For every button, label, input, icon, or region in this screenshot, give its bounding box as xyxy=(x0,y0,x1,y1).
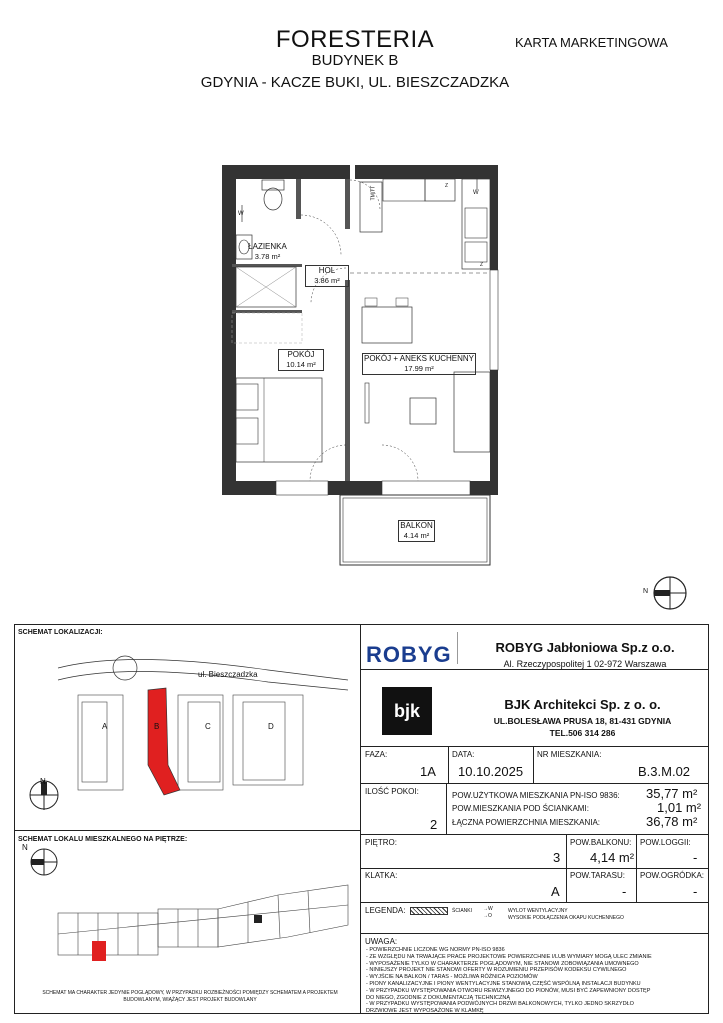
legend-vent-icons: →W →O xyxy=(483,906,493,919)
north-label: N xyxy=(40,777,46,786)
pietro-label: PIĘTRO: xyxy=(365,838,398,847)
legend-kitchen: WYSOKIE PODŁĄCZENIA OKAPU KUCHENNEGO xyxy=(508,915,624,921)
taras-value: - xyxy=(622,884,627,899)
klatka-label: KLATKA: xyxy=(365,871,398,880)
fixture-label: Z xyxy=(480,262,484,268)
legend-walls: ŚCIANKI xyxy=(452,908,473,914)
company-address: Al. Rzeczypospolitej 1 02-972 Warszawa xyxy=(503,659,667,669)
klatka-value: A xyxy=(551,884,560,899)
pietro-value: 3 xyxy=(553,850,561,865)
wall-top-left xyxy=(222,165,350,179)
faza-value: 1A xyxy=(420,764,436,779)
building-d-label: D xyxy=(268,722,274,731)
architect-name: BJK Architekci Sp. z o. o. xyxy=(504,697,661,712)
data-value: 10.10.2025 xyxy=(458,764,524,779)
bjk-logo: bjk xyxy=(382,687,432,735)
pow-skosy-value: 1,01 m² xyxy=(657,800,702,815)
location-schema-title: SCHEMAT LOKALIZACJI: xyxy=(18,629,103,636)
nr-label: NR MIESZKANIA: xyxy=(537,750,602,759)
card-type: KARTA MARKETINGOWA xyxy=(515,35,668,50)
pow-uzytkowa-value: 35,77 m² xyxy=(646,786,698,801)
nr-value: B.3.M.02 xyxy=(638,764,691,779)
floor-schema-map xyxy=(18,845,358,995)
legend-wall-swatch xyxy=(410,907,448,915)
taras-label: POW.TARASU: xyxy=(570,871,625,880)
legenda-label: LEGENDA: xyxy=(365,906,406,915)
ilosc-label: ILOŚĆ POKOI: xyxy=(365,787,419,796)
company-name: ROBYG Jabłoniowa Sp.z o.o. xyxy=(495,640,675,655)
legend-vent: WYLOT WENTYLACYJNY xyxy=(508,908,568,914)
location-map xyxy=(18,640,358,825)
ogrodek-value: - xyxy=(693,884,698,899)
north-label: N xyxy=(22,843,28,852)
wall-top-right xyxy=(355,165,498,179)
pow-laczna-label: ŁĄCZNA POWIERZCHNIA MIESZKANIA: xyxy=(452,818,601,827)
room-living-kitchen: POKÓJ + ANEKS KUCHENNY 17.99 m² xyxy=(363,354,475,373)
street-label: ul. Bieszczadzka xyxy=(198,670,258,679)
pow-laczna-value: 36,78 m² xyxy=(646,814,698,829)
data-label: DATA: xyxy=(452,750,475,759)
schema-note: SCHEMAT MA CHARAKTER JEDYNIE POGLĄDOWY, W PRZYPADKU ROZBIEŻNOŚCI POMIĘDZY SCHEMATEM A PROJEKTEM BUDOWLANYM, WIĄŻĄCY JEST PROJEKT BUDOWLANY xyxy=(42,990,338,1003)
vent-label: W xyxy=(473,190,479,196)
floor-schema-title: SCHEMAT LOKALU MIESZKALNEGO NA PIĘTRZE: xyxy=(18,836,188,843)
faza-label: FAZA: xyxy=(365,750,388,759)
uwaga-label: UWAGA: xyxy=(365,937,398,946)
room-hall: HOL 3.86 m² xyxy=(305,265,349,287)
fixture-label: Z xyxy=(445,183,449,189)
room-balcony: BALKON 4.14 m² xyxy=(398,520,435,542)
vent-label: W xyxy=(238,211,244,217)
loggia-label: POW.LOGGII: xyxy=(640,838,691,847)
project-title: FORESTERIA xyxy=(275,26,435,53)
wall-left xyxy=(222,165,236,495)
building-name: BUDYNEK B xyxy=(311,52,399,69)
robyg-logo: ROBYG xyxy=(366,642,452,667)
ogrodek-label: POW.OGRÓDKA: xyxy=(640,871,705,880)
location-address: GDYNIA - KACZE BUKI, UL. BIESZCZADZKA xyxy=(200,74,510,91)
loggia-value: - xyxy=(693,850,698,865)
pow-skosy-label: POW.MIESZKANIA POD ŚCIANKAMI: xyxy=(452,804,589,813)
building-a-label: A xyxy=(102,722,108,731)
room-bedroom: POKÓJ 10.14 m² xyxy=(278,349,324,371)
architect-tel: TEL.506 314 286 xyxy=(549,728,616,738)
room-bathroom: ŁAZIENKA 3.78 m² xyxy=(248,242,287,261)
pow-uzytkowa-label: POW.UŻYTKOWA MIESZKANIA PN-ISO 9836: xyxy=(452,791,620,800)
wardrobe-label: TM/TT xyxy=(370,185,377,201)
balkon-label: POW.BALKONU: xyxy=(570,838,632,847)
building-b-label: B xyxy=(154,722,160,731)
notes-list: - POWIERZCHNIE LICZONE WG NORMY PN-ISO 9836 - ZE WZGLĘDU NA TRWAJĄCE PRACE PROJEKTOWE POWIERZCHNIE I/LUB WYMIARY MOGĄ ULEC ZMIANIE - WYPOSAŻENIE TYLKO W CHARAKTERZE POGLĄDOWYM, NIE STANOWI ZOBOWIĄZANIA UMOWNEGO - NINIEJSZY PROJEKT NIE STANOWI OFERTY W ROZUMIENIU PRZEPISÓW KODEKSU CYWILNEGO - WYJŚCIE NA BALKON / TARAS - MOŻLIWA RÓŻNICA POZIOMÓW - PIONY KANALIZACYJNE I PIONY WENTYLACYJNE STANOWIĄ CZĘŚĆ WSPÓLNĄ INSTALACJI BUDYNKU - W PRZYPADKU WYSTĘPOWANIA OTWORU REWIZYJNEGO DO PIONÓW, MUSI BYĆ ZAPEWNIONY DOSTĘP DO NIEGO, ZGODNIE Z DOKUMENTACJĄ TECHNICZNĄ - W PRZYPADKU WYSTĘPOWANIA PODWÓJNYCH DRZWI BALKONOWYCH, TYLKO JEDNO SKRZYDŁO DRZWIOWE JEST WYPOSAŻONE W KLAMKĘ xyxy=(366,947,652,1015)
ilosc-value: 2 xyxy=(430,817,438,832)
balkon-value: 4,14 m² xyxy=(590,850,635,865)
north-label: N xyxy=(643,588,649,595)
architect-address: UL.BOLESŁAWA PRUSA 18, 81-431 GDYNIA xyxy=(493,716,672,726)
building-c-label: C xyxy=(205,722,211,731)
